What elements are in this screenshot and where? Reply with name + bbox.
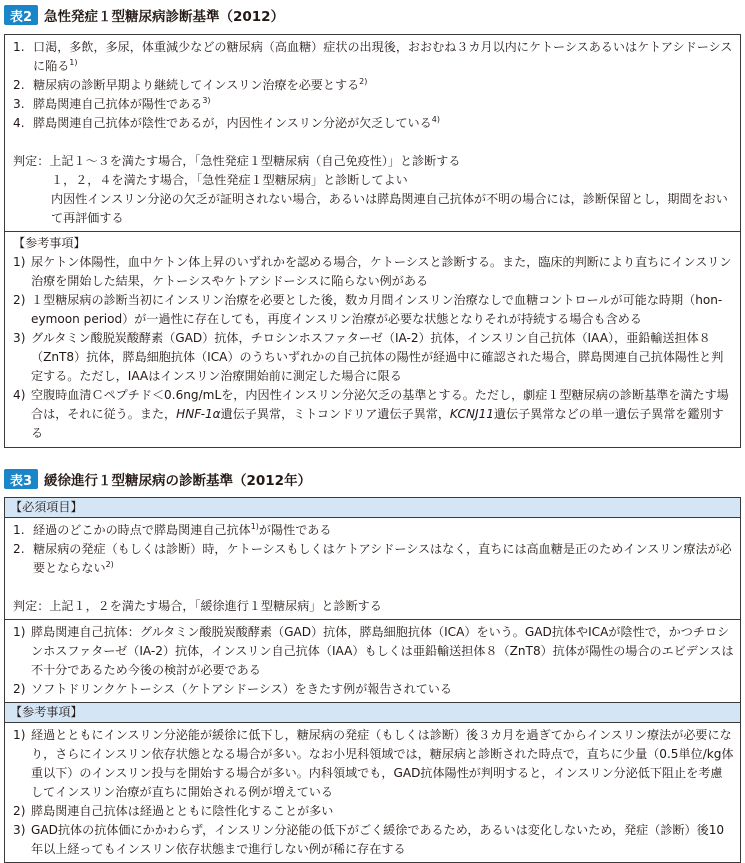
- required-heading: 【必須項目】: [5, 498, 740, 518]
- required-item: 2. 糖尿病の発症（もしくは診断）時，ケトーシスもしくはケトアシドーシスはなく，直ちには高血糖是正のためインスリン療法が必要とならない$^{2)}$: [13, 542, 732, 575]
- judgement-line: 判定：上記１〜３を満たす場合，「急性発症１型糖尿病（自己免疫性）」と診断する: [13, 154, 461, 168]
- table2-criteria: [5, 35, 740, 231]
- ref-item: 2) 膵島関連自己抗体は経過とともに陰性化することが多い: [13, 804, 334, 818]
- table3-required: [5, 498, 740, 619]
- table2-title: 急性発症１型糖尿病診断基準（2012）: [44, 9, 285, 25]
- note-item: 2) ソフトドリンクケトーシス（ケトアシドーシス）をきたす例が報告されている: [13, 682, 452, 696]
- table2-box: [4, 34, 741, 448]
- table2-refs: [5, 231, 740, 447]
- table3-refs: [5, 702, 740, 862]
- judgement-line: 内因性インスリン分泌の欠乏が証明されない場合，あるいは膵島関連自己抗体が不明の場合には，診断保留とし，期間をおいて再評価する: [51, 192, 728, 225]
- ref-heading: 【参考事項】: [13, 236, 86, 250]
- ref-item: 1) 経過とともにインスリン分泌能が緩徐に低下し，糖尿病の発症（もしくは診断）後３カ月を過ぎてからインスリン療法が必要になり，さらにインスリン依存状態となる場合が多い。なお小児科領域では，糖尿病と診断された時点で，直ちに少量（0.5単位/kg体重以下）のインスリン投与を開始する場合が多い。内科領域でも，GAD抗体陽性が判明すると，インスリン分泌低下阻止を考慮してインスリン治療が直ちに開始される例が増えている: [13, 728, 734, 799]
- ref-heading: 【参考事項】: [5, 703, 740, 723]
- table3-notes: [5, 619, 740, 702]
- table2-title-row: [4, 4, 741, 26]
- table3-title-row: [4, 468, 741, 490]
- judgement-line: 判定：上記１，２を満たす場合，「緩徐進行１型糖尿病」と診断する: [13, 599, 382, 613]
- ref-item: 4) 空腹時血清Ｃペプチド＜0.6ng/mLを，内因性インスリン分泌欠乏の基準とする。ただし，劇症１型糖尿病の診断基準を満たす場合は，それに従う。また，HNF-1α遺伝子異常，ミトコンドリア遺伝子異常，KCNJ11遺伝子異常などの単一遺伝子異常を鑑別する: [13, 388, 729, 440]
- table3-tag: 表3: [4, 469, 38, 489]
- criteria-item: 4. 膵島関連自己抗体が陰性であるが，内因性インスリン分泌が欠乏している$^{4)}$: [13, 115, 440, 130]
- note-item: 1) 膵島関連自己抗体：グルタミン酸脱炭酸酵素（GAD）抗体，膵島細胞抗体（ICA）をいう。GAD抗体やICAが陰性で，かつチロシンホスファターゼ（IA-2）抗体，インスリン自己抗体（IAA）もしくは亜鉛輸送担体８（ZnT8）抗体が陽性の場合のエビデンスは不十分であるため今後の検討が必要である: [13, 625, 734, 677]
- table2-tag: 表2: [4, 5, 38, 25]
- required-item: 1. 経過のどこかの時点で膵島関連自己抗体$^{1)}$が陽性である: [13, 522, 332, 537]
- criteria-item: 2. 糖尿病の診断早期より継続してインスリン治療を必要とする$^{2)}$: [13, 77, 368, 92]
- table3: [4, 468, 741, 863]
- table2: [4, 4, 741, 448]
- judgement-line: １，２，４を満たす場合，「急性発症１型糖尿病」と診断してよい: [51, 173, 408, 187]
- table3-title: 緩徐進行１型糖尿病の診断基準（2012年）: [44, 473, 312, 489]
- ref-item: 3) GAD抗体の抗体価にかかわらず，インスリン分泌能の低下がごく緩徐であるため，あるいは変化しないため，発症（診断）後10年以上経ってもインスリン依存状態まで進行しない例が稀に存在する: [13, 823, 725, 856]
- criteria-item: 1. 口渇，多飲，多尿，体重減少などの糖尿病（高血糖）症状の出現後，おおむね３カ月以内にケトーシスあるいはケトアシドーシスに陥る$^{1)}$: [13, 40, 733, 73]
- table3-box: [4, 497, 741, 863]
- ref-item: 1) 尿ケトン体陽性，血中ケトン体上昇のいずれかを認める場合，ケトーシスと診断する。また，臨床的判断により直ちにインスリン治療を開始した結果，ケトーシスやケトアシドーシスに陥らない例がある: [13, 255, 732, 288]
- ref-item: 3) グルタミン酸脱炭酸酵素（GAD）抗体，チロシンホスファターゼ（IA-2）抗体，インスリン自己抗体（IAA），亜鉛輸送担体８（ZnT8）抗体，膵島細胞抗体（ICA）のうちいずれかの自己抗体の陽性が経過中に確認された場合，膵島関連自己抗体陽性と判定する。ただし，IAAはインスリン治療開始前に測定した場合に限る: [13, 331, 724, 383]
- ref-item: 2) １型糖尿病の診断当初にインスリン治療を必要とした後，数カ月間インスリン治療なしで血糖コントロールが可能な時期（hon-eymoon period）が一過性に存在しても，再度インスリン治療が必要な状態となりそれが持続する場合も含める: [13, 293, 723, 326]
- criteria-item: 3. 膵島関連自己抗体が陽性である$^{3)}$: [13, 96, 211, 111]
